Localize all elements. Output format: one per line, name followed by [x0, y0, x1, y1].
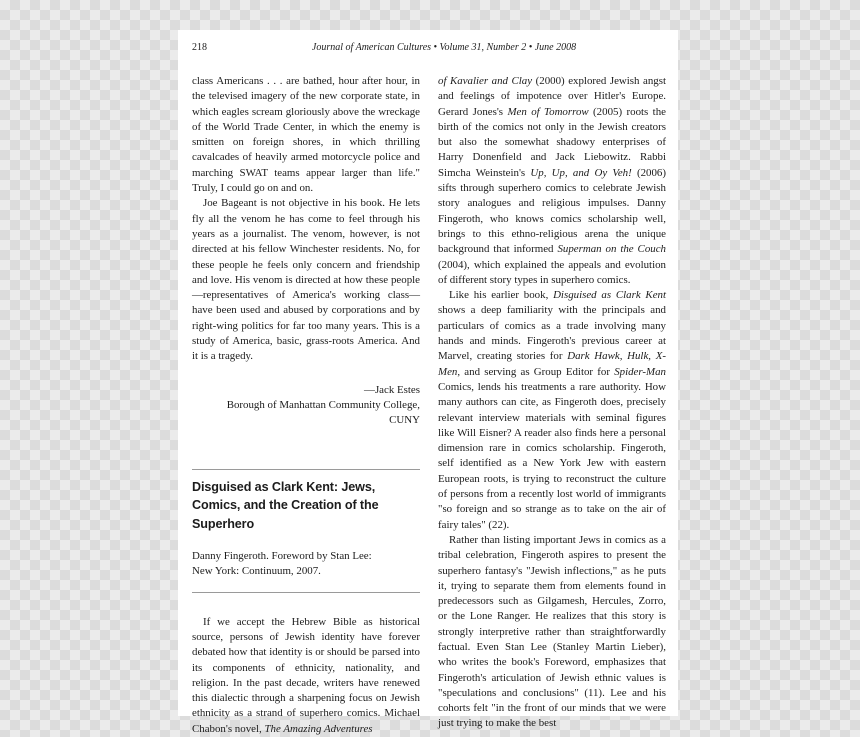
book-title: The Amazing Adventures	[264, 722, 373, 735]
text-run: (2005) roots the birth of the comics not only in the Jewish creators but also the somewhat shadowy enterprises of Harry Donenfield and Jack Liebowitz. Rabbi Simcha Weinstein's	[438, 105, 666, 179]
text-run: (2004), which explained the appeals and evolution of different story types in superhero comics.	[438, 258, 666, 286]
book-title: of Kavalier and Clay	[438, 75, 533, 87]
section-divider	[192, 469, 420, 470]
book-title: Spider-Man	[614, 365, 666, 378]
review-citation	[192, 549, 420, 580]
book-title: Disguised as Clark Kent	[553, 289, 666, 302]
page-number: 218	[192, 42, 207, 53]
book-title: Up, Up, and Oy Veh!	[530, 166, 632, 179]
reviewer-signature	[192, 383, 420, 429]
review-author: Danny Fingeroth. Foreword by Stan Lee:	[192, 550, 372, 563]
paragraph	[438, 288, 666, 533]
section-divider	[192, 592, 420, 593]
book-title: Men of Tomorrow	[507, 105, 589, 118]
reviewer-organization: CUNY	[389, 414, 420, 427]
paragraph: Rather than listing important Jews in comics as a tribal celebration, Fingeroth aspires to present the superhero fantasy's "Jewish inflections," as he puts it, trying to separate them from elements found in predecessors such as Gilgamesh, Hercules, Zorro, or the Lone Ranger. He realizes that this story is strongly interpretive rather than straightforwardly factual. Even Stan Lee (Stanley Martin Lieber), who writes the book's Foreword, emphasizes that Fingeroth's articulation of Jewish ethnic values is "speculations and conclusions" (11). Lee and his cohorts felt "in the front of our minds that we were just trying to make the best	[438, 533, 666, 730]
left-column	[192, 74, 420, 737]
text-run: (2006) sifts through superhero comics to celebrate Jewish story analogues and religious impulses. Danny Fingeroth, who knows comics scholarship well, brings to this ethno-religious arena the unique background that informed	[438, 166, 667, 256]
review-title: Disguised as Clark Kent: Jews, Comics, and the Creation of the Superhero	[192, 479, 379, 531]
text-run: shows a deep familiarity with the principals and particulars of comics as a trade involving many hands and minds. Fingeroth's previous career at Marvel, creating stories for	[438, 304, 666, 363]
text-run: (2000) explored Jewish angst and feelings of impotence over Hitler's Europe. Gerard Jones's	[438, 75, 666, 118]
journal-title: Journal of American Cultures • Volume 31, Number 2 • June 2008	[311, 42, 577, 53]
review-publisher: New York: Continuum, 2007.	[192, 565, 321, 578]
reviewer-name: —Jack Estes	[364, 383, 420, 396]
text-run: , and serving as Group Editor for	[457, 365, 615, 378]
paragraph: Joe Bageant is not objective in his book. He lets fly all the venom he has come to feel through his years as a journalist. The venom, however, is not directed at his fellow Winchester residents. No, for these people he feels only concern and friendship and love. His venom is directed at how these people—representatives of America's working class—have been used and abused by corporations and by right-wing politics for far too many years. This is a study of America, basic, grass-roots America. And it is a tragedy.	[192, 197, 420, 363]
book-title: Superman on the Couch	[557, 243, 666, 256]
paragraph	[192, 615, 420, 737]
text-run: Like his earlier book,	[449, 289, 554, 302]
text-run: Comics, lends his treatments a rare authority. How many authors can cite, as Fingeroth does, precisely relevant interview materials with seminal figures like Will Eisner? A reader also finds here a personal dimension rare in comics scholarship. Fingeroth, self identified as a New York Jew with eastern European roots, is trying to reconstruct the culture of persons from a recently lost world of immigrants "so foreign and so strange as to take on the air of fairy tales" (22).	[438, 380, 666, 531]
paragraph	[438, 74, 666, 288]
paragraph: class Americans . . . are bathed, hour after hour, in the televised imagery of the new corporate state, in which eagles scream gloriously above the wreckage of the World Trade Center, in which the enemy is smitten on foreign shores, in which thrilling cavalcades of heavily armed motorcycle police and marching SWAT teams appear larger than life." Truly, I could go on and on.	[192, 75, 420, 195]
text-run: If we accept the Hebrew Bible as historical source, persons of Jewish identity have forever debated how that identity is or should be parsed into its components of ethnicity, nationality, and religion. In the past decade, writers have renewed this dialectic through a sharpening focus on Jewish ethnicity as a strand of superhero comics. Michael Chabon's novel,	[192, 615, 420, 735]
book-title: Dark Hawk, Hulk, X-Men	[438, 350, 667, 378]
reviewer-affiliation: Borough of Manhattan Community College,	[226, 398, 420, 411]
book-page	[178, 30, 678, 735]
right-column	[438, 74, 666, 732]
